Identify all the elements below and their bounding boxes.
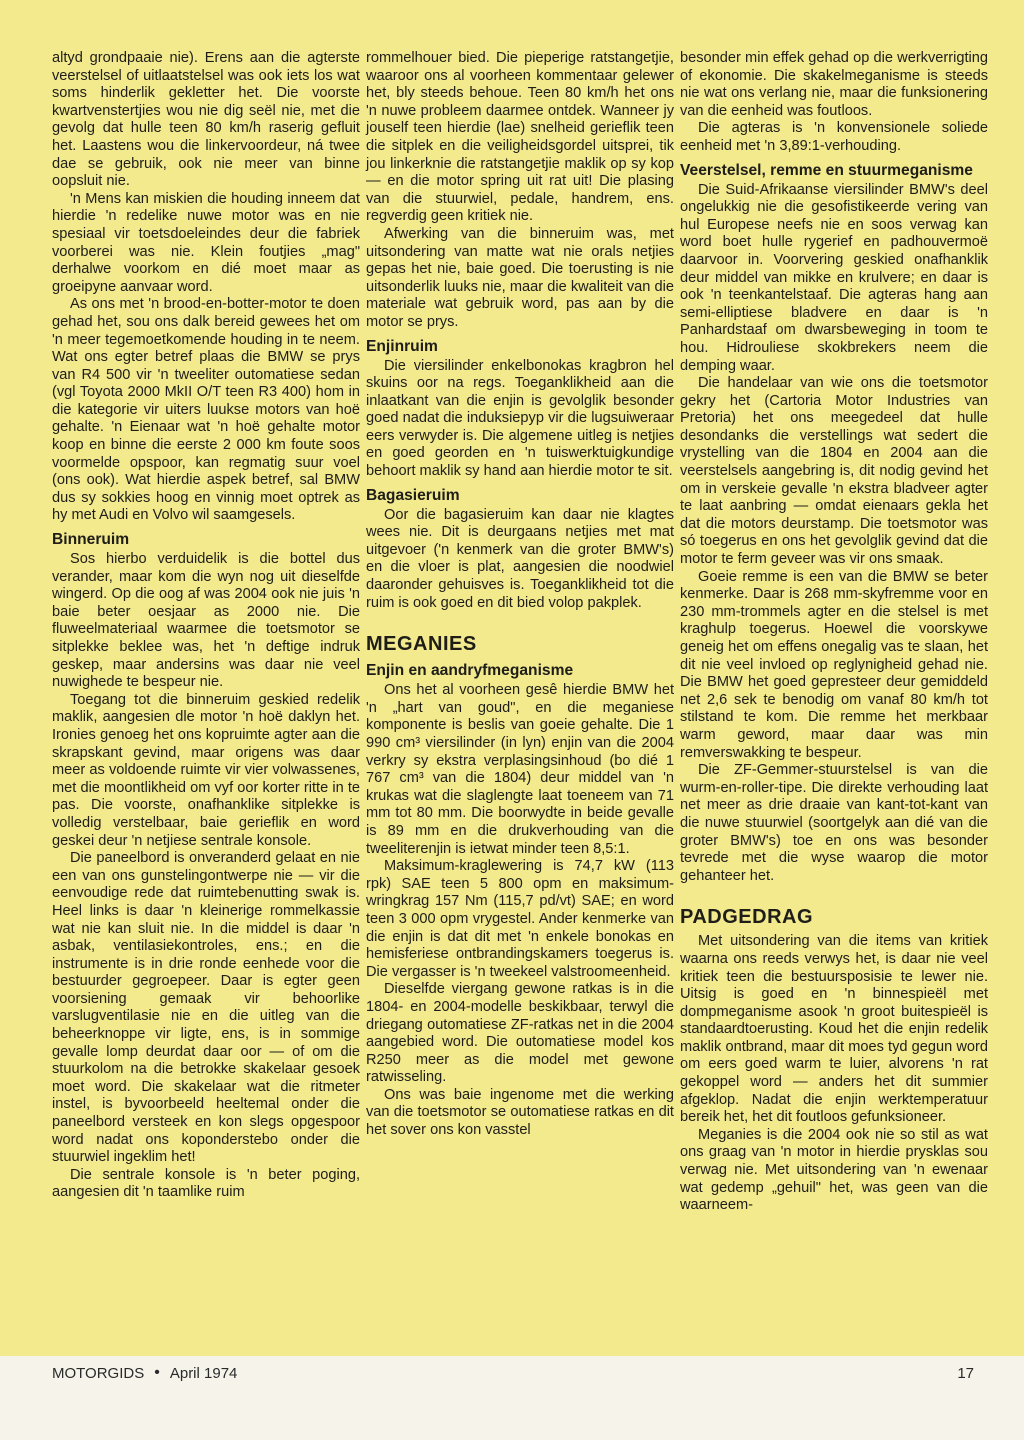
paragraph: Die agteras is 'n konvensionele soliede eenheid met 'n 3,89:1-verhouding.	[680, 120, 988, 154]
paragraph: Die ZF-Gemmer-stuurstelsel is van die wurm-en-roller-tipe. Die direkte verhouding laat net meer as drie draaie van kant-tot-kant van die nuwe stuurwiel (soortgelyk aan dié van die groter BMW's) toe en ons was besonder tevrede met die wyse waarop die motor gehanteer het.	[680, 762, 988, 884]
section-heading: MEGANIES	[366, 633, 477, 656]
paragraph: Met uitsondering van die items van kritiek waarna ons reeds verwys het, is daar nie veel kritiek teen die bestuursposisie te lewer nie. Uitsig is goed en 'n binnespieël met dompmeganisme asook 'n groot buitespieël is standaardtoerusting. Koud het die enjin redelik maklik ontbrand, maar dit moes tyd gegun word om eers goed warm te luier, alvorens 'n rat gekoppel word — anders het dit summier afgeklop. Nadat die enjin werktemperatuur bereik het, het dit foutloos gefunksioneer.	[680, 933, 988, 1126]
page-number: 17	[957, 1364, 974, 1382]
section-heading: PADGEDRAG	[680, 906, 814, 929]
subheading: Binneruim	[52, 531, 130, 549]
paragraph: Die Suid-Afrikaanse viersilinder BMW's deel ongelukkig nie die gesofistikeerde vering van hul Europese neefs nie en soos verwag kan word boet hulle rygerief en padhouvermoë daarvoor in. Voorvering geskied onafhanklik deur middel van mikke en krulvere; en daar is ook 'n teenkantelstaaf. Die agteras hang aan semi-elliptiese bladvere en daar is 'n Panhardstaaf om dwarsbeweging in toom te hou. Hidrouliese skokbrekers neem die demping waar.	[680, 181, 988, 374]
text-column-3	[680, 50, 988, 1215]
page-footer	[52, 1364, 974, 1382]
text-column-2	[366, 50, 674, 1140]
paragraph: Die viersilinder enkelbonokas kragbron hel skuins oor na regs. Toeganklikheid aan die inlaatkant van die enjin is gevolglik besonder goed nadat die induksiepyp vir die lugsuiweraar eers verwyder is. Die algemene uitleg is netjies en goed georden en 'n tuiswerktuigkundige behoort maklik sy hand aan hierdie motor te sit.	[366, 357, 674, 480]
paragraph: Die sentrale konsole is 'n beter poging, aangesien dit 'n taamlike ruim	[52, 1166, 360, 1201]
issue-date: April 1974	[169, 1364, 238, 1382]
paragraph: Afwerking van die binneruim was, met uitsondering van matte wat nie orals netjies gepas het nie, baie goed. Die toerusting is nie uitsonderlik luuks nie, maar die kwaliteit van die materiale wat gebruik word, pas aan by die motor se prys.	[366, 225, 674, 330]
subheading: Enjinruim	[366, 337, 438, 355]
paragraph: besonder min effek gehad op die werkverrigting of ekonomie. Die skakelmeganisme is steeds nie wat ons verlang nie, maar die funksionering van die eenheid was foutloos.	[680, 50, 988, 119]
paragraph: Meganies is die 2004 ook nie so stil as wat ons graag van 'n motor in hierdie prysklas sou verwag nie. Met uitsondering van 'n ewenaar wat gedemp „gehuil" het, was geen van die waarneem-	[680, 1126, 988, 1214]
paragraph: 'n Mens kan miskien die houding inneem dat hierdie 'n redelike nuwe motor was en nie spesiaal vir toetsdoeleindes deur die fabriek voorberei was nie. Klein foutjies „mag" derhalwe voorkom en dié moet maar as groeipyne aanvaar word.	[52, 190, 360, 295]
paragraph: Oor die bagasieruim kan daar nie klagtes wees nie. Dit is deurgaans netjies met mat uitgevoer ('n kenmerk van die groter BMW's) en die vloer is plat, aangesien die noodwiel daaronder gehuisves is. Toeganklikheid tot die ruim is ook goed en dit bied volop pakplek.	[366, 506, 674, 611]
paragraph: Sos hierbo verduidelik is die bottel dus verander, maar kom die wyn nog uit dieselfde wingerd. Op die oog af was 2004 ook nie juis 'n baie beter oesjaar as 2000 nie. Die fluweelmateriaal waarmee die toetsmotor se sitplekke beklee was, het 'n deftige indruk geskep, maar andersins was daar nie veel nuwighede te bespeur nie.	[52, 551, 360, 691]
text-column-1	[52, 50, 360, 1202]
paragraph: rommelhouer bied. Die pieperige ratstangetjie, waaroor ons al voorheen kommentaar gelewer het, bly steeds behoue. Teen 80 km/h het ons 'n nuwe probleem daarmee ontdek. Wanneer jy jouself teen hierdie (lae) snelheid gerieflik teen die sitplek en die veiligheidsgordel uitsprei, tik jou linkerknie die ratstangetjie maklik op sy kop — en die motor spring uit rat uit! Die plasing van die stuurwiel, pedale, handrem, ens. regverdig geen kritiek nie.	[366, 50, 674, 225]
subheading: Bagasieruim	[366, 486, 460, 504]
paragraph: altyd grondpaaie nie). Erens aan die agterste veerstelsel of uitlaatstelsel was ook iets los wat soms hinderlik gekletter het. Die voorste kwartvenstertjies wou nie dig seël nie, met die gevolg dat hulle teen 80 km/h raserig gefluit het. Laastens wou die linkervoordeur, ná twee dae se gebruik, ook nie meer van binne oopsluit nie.	[52, 50, 360, 190]
paragraph: Die handelaar van wie ons die toetsmotor gekry het (Cartoria Motor Industries van Pretoria) het ons meegedeel dat hulle desondanks die verstellings wat sedert die vrystelling van die 1804 en 2004 aan die veerstelsels aangebring is, dit nodig gevind het om in verskeie gevalle 'n ekstra bladveer agter te laat aanbring — omdat eienaars gekla het dat die motors deurstamp. Die toetsmotor was só toegerus en ons het gevolglik gevind dat die motor te ferm geveer was vir ons smaak.	[680, 375, 988, 568]
paragraph: Ons het al voorheen gesê hierdie BMW het 'n „hart van goud", en die meganiese komponente is beslis van goeie gehalte. Die 1 990 cm³ viersilinder (in lyn) enjin van die 2004 verkry sy ekstra verplasingsinhoud (bo dié 1 767 cm³ van die 1804) deur middel van 'n krukas wat die slaglengte laat toeneem van 71 mm tot 80 mm. Die boorwydte in beide gevalle is 89 mm en die drukverhouding van die tweeliterenjin is ietwat minder teen 8,5:1.	[366, 682, 674, 857]
paragraph: Maksimum-kraglewering is 74,7 kW (113 rpk) SAE teen 5 800 opm en maksimum-wringkrag 157 Nm (115,7 pd/vt) SAE; en word teen 3 000 opm vrygestel. Ander kenmerke van die enjin is dat dit met 'n enkele bonokas en hemisferiese ontbrandingskamers toegerus is. Die vergasser is 'n tweekeel valstroomeenheid.	[366, 858, 674, 980]
footer-separator: •	[154, 1364, 160, 1381]
paragraph: Die paneelbord is onveranderd gelaat en nie een van ons gunstelingontwerpe nie — vir die eenvoudige rede dat ruimtebenutting swak is. Heel links is daar 'n kleinerige rommelkassie wat nie kan sluit nie. In die middel is daar 'n asbak, ventilasiekontroles, ens.; en die instrumente is in drie ronde eenhede voor die bestuurder gegroepeer. Daar is egter geen voorsiening gemaak vir behoorlike varslugventilasie nie en die uitleg van die beheerknoppe vir ligte, ens, is in sommige gevalle lomp deurdat daar oor — of om die stuurkolom na die betrokke skakelaar gesoek moet word. Die skakelaar wat die ritmeter instel, is byvoorbeeld heeltemal onder die paneelbord versteek en kon slegs opgespoor word nadat ons koponderstebo onder die stuurwiel ingeklim het!	[52, 850, 360, 1166]
paragraph: As ons met 'n brood-en-botter-motor te doen gehad het, sou ons dalk bereid gewees het om 'n meer tegemoetkomende houding in te neem. Wat ons egter betref plaas die BMW se prys van R4 500 vir 'n tweeliter outomatiese sedan (vgl Toyota 2000 MkII O/T teen R3 400) hom in die kategorie vir uiters luukse motors van hoë gehalte. 'n Eienaar wat 'n hoë gehalte motor koop en binne die eerste 2 000 km foute soos voormelde opspoor, kan regmatig suur voel (ons ook). Wat hierdie aspek betref, sal BMW dus sy sokkies hoog en vinnig moet optrek as hy met Audi en Volvo wil saamgesels.	[52, 296, 360, 524]
paragraph: Goeie remme is een van die BMW se beter kenmerke. Daar is 268 mm-skyfremme voor en 230 mm-trommels agter en die stelsel is met kraghulp toegerus. Hoewel die voorskywe geneig het om effens onegalig vas te slaan, het dit nie veel invloed op reglynigheid gehad nie. Die BMW het goed gepresteer deur gemiddeld net 2,6 sek te benodig om vanaf 80 km/h tot stilstand te kom. Die remme het merkbaar warm geword, maar daar was min remverswakking te bespeur.	[680, 568, 988, 761]
paragraph: Ons was baie ingenome met die werking van die toetsmotor se outomatiese ratkas en dit het sover ons kon vasstel	[366, 1086, 674, 1139]
paragraph: Toegang tot die binneruim geskied redelik maklik, aangesien dle motor 'n hoë daklyn het. Ironies genoeg het ons kopruimte agter aan die skrapskant gevind, maar origens was daar meer as voldoende ruimte vir vier volwassenes, met die moontlikheid om vyf oor korter ritte in te pas. Die voorste, onafhanklike sitplekke is volledig verstelbaar, baie gerieflik en word geskei deur 'n netjiese sentrale konsole.	[52, 691, 360, 849]
subheading: Enjin en aandryfmeganisme	[366, 662, 574, 680]
magazine-name: MOTORGIDS	[52, 1364, 145, 1382]
paragraph: Dieselfde viergang gewone ratkas is in die 1804- en 2004-modelle beskikbaar, terwyl die driegang outomatiese ZF-ratkas net in die 2004 aangebied word. Die outomatiese model kos R250 meer as die model met gewone ratwisseling.	[366, 981, 674, 1086]
subheading: Veerstelsel, remme en stuurmeganisme	[680, 161, 973, 179]
